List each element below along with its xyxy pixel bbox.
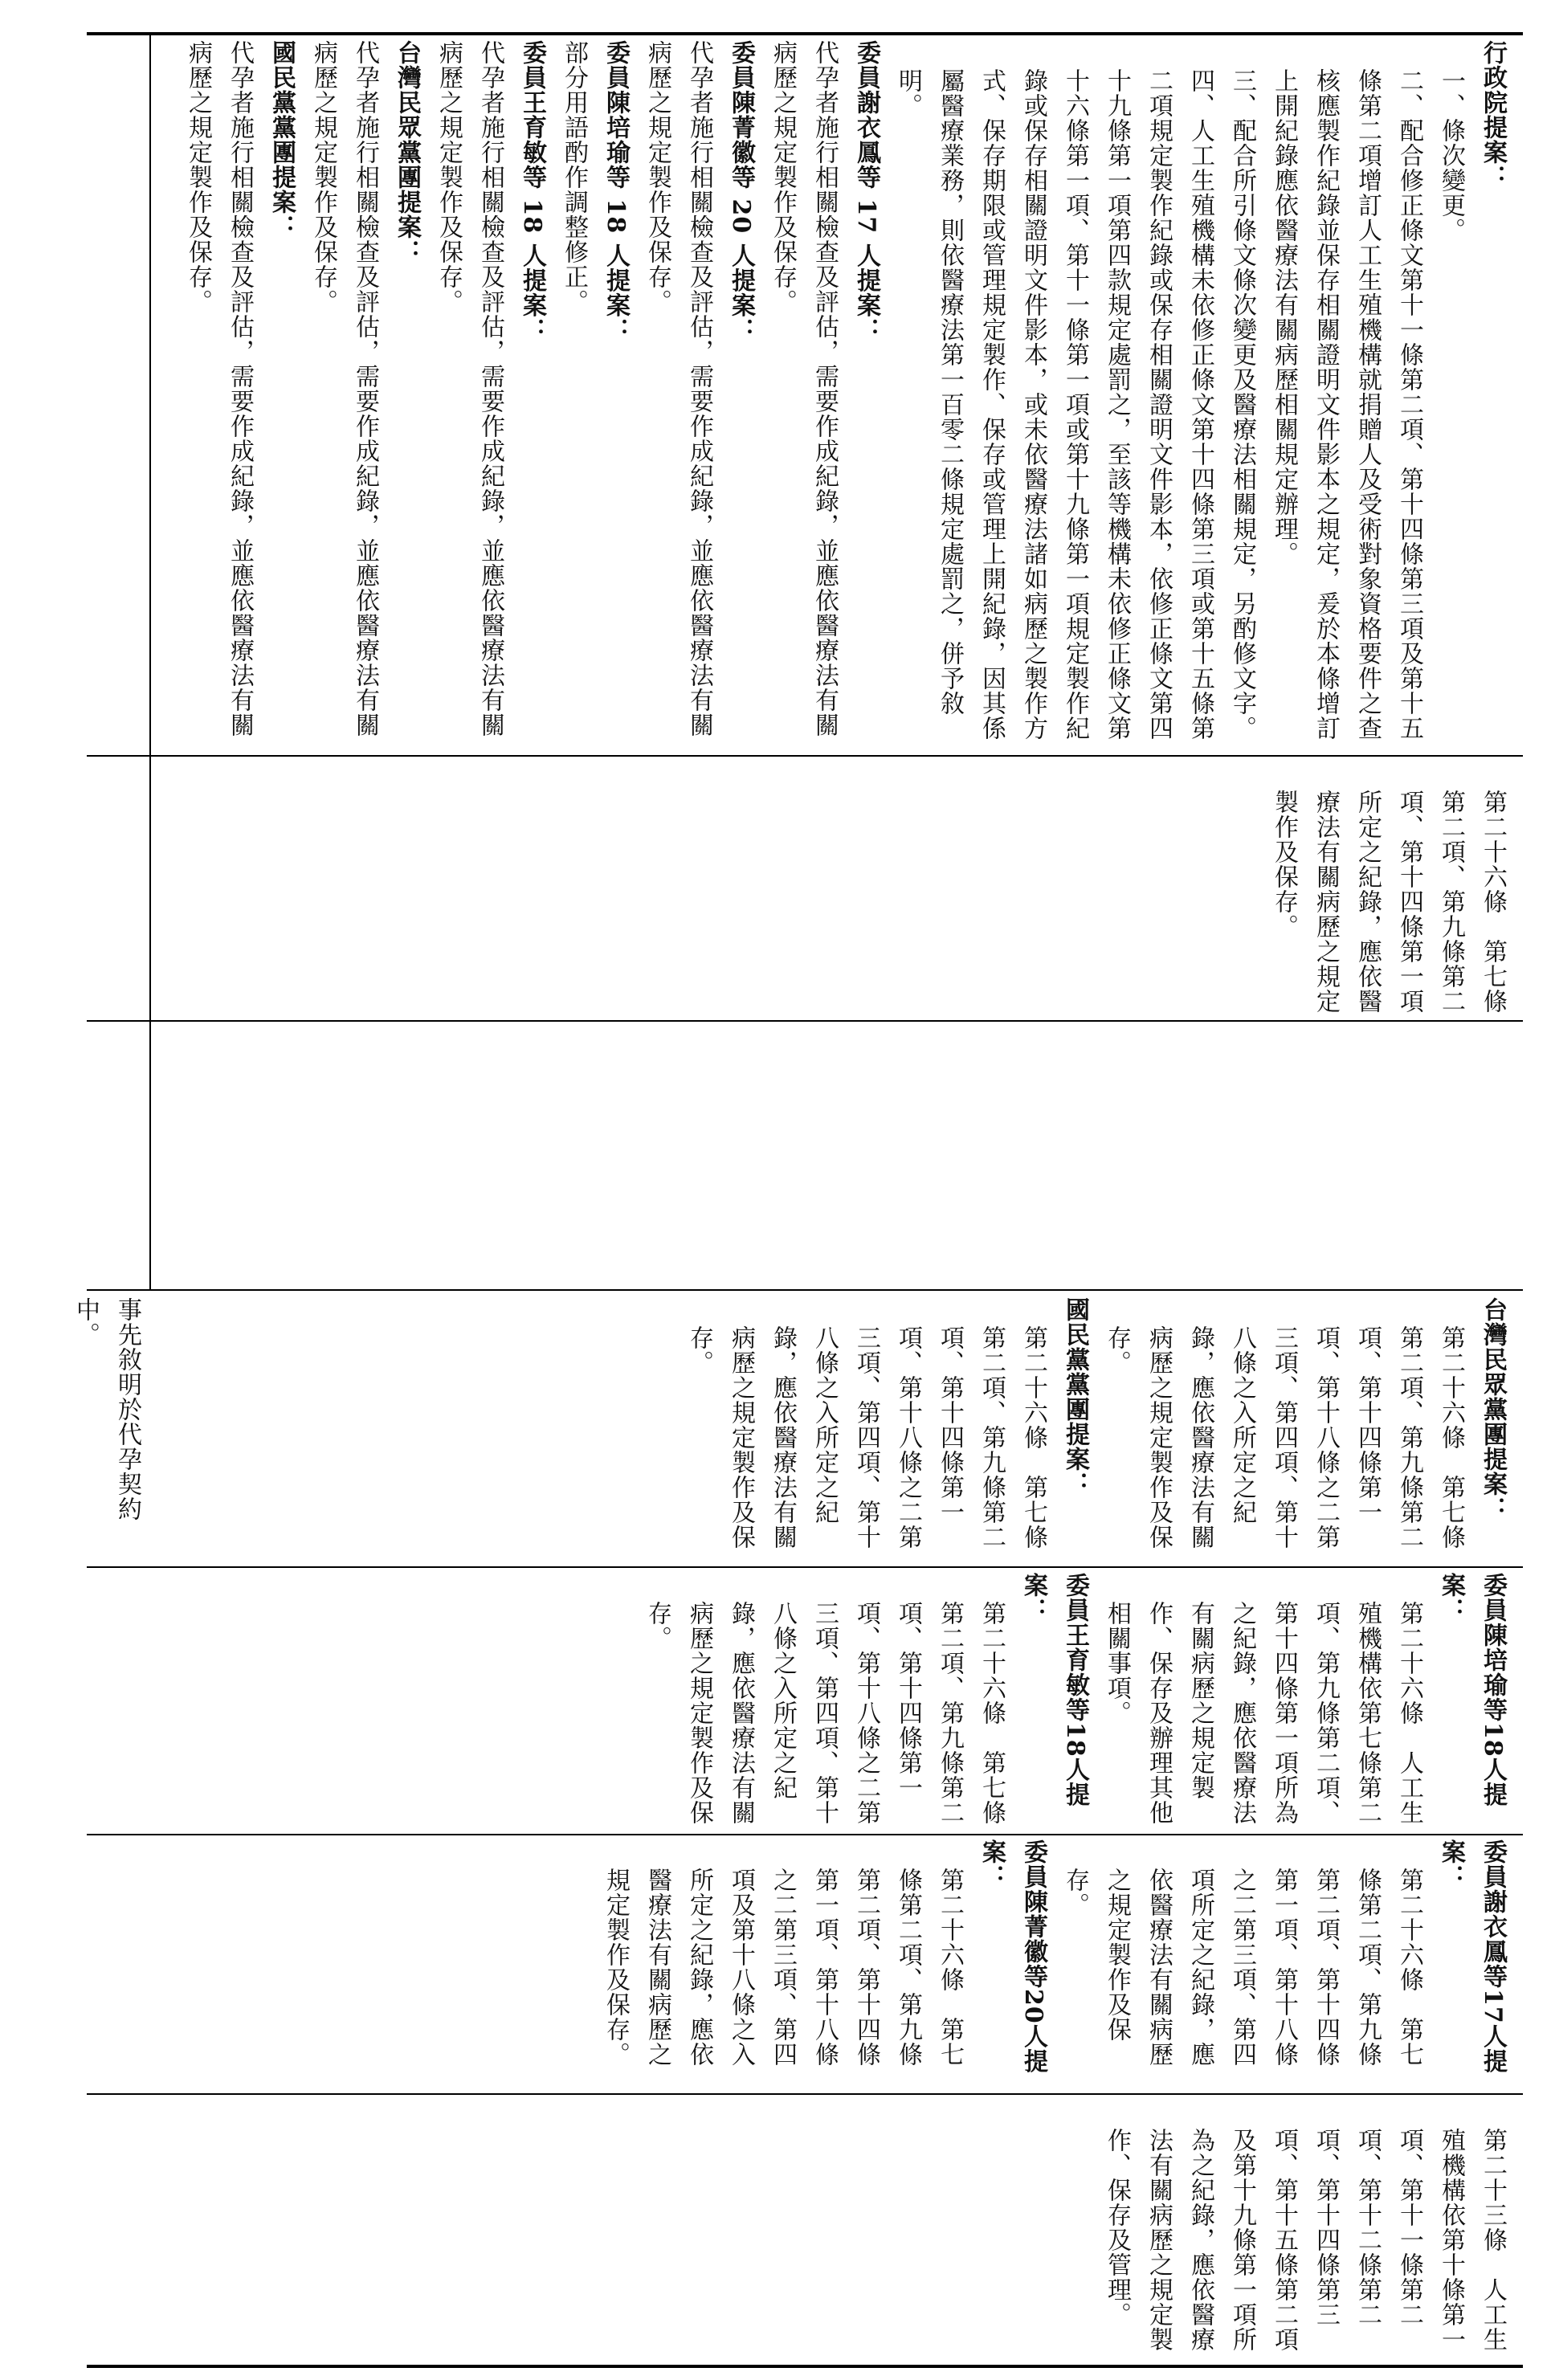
paragraph: 代孕者施行相關檢查及評估，需要作成紀錄，並應依醫療法有關病歷之規定製作及保存。 (769, 40, 839, 737)
paragraph: 第二十六條 第七條第二項、第九條第二項、第十四條第一項、第十八條之二第三項、第四項、第十八條之入所定之紀錄，應依醫療法有關病歷之規定製作及保存。 (685, 1325, 1047, 1549)
paragraph: 二、配合修正條文第十一條第二項、第十四條第三項及第十五條第二項增訂人工生殖機構就捐贈人及受術對象資格要件之查核應製作紀錄並保存相關證明文件影本之規定，爰於本條增訂上開紀錄應依醫療法有關病歷相關規定辦理。 (1270, 67, 1423, 741)
proposal-heading: 台灣民眾黨團提案： (1479, 1297, 1507, 1521)
paragraph: 第二十六條 第七條第二項、第九條第二項、第十四條第一項所定之紀錄，應依醫療法有關病歷之規定製作及保存。 (1270, 789, 1507, 1014)
explanation-cell (156, 40, 1513, 751)
paragraph: 一、條次變更。 (1437, 67, 1465, 243)
proposal-heading: 委員陳菁徽等20人提案： (978, 1839, 1047, 2074)
committee-proposals-b-cell (156, 1573, 1513, 1831)
col-divider-5 (87, 1020, 1523, 1022)
committee-proposals-a-cell (156, 1839, 1513, 2090)
col-divider-6 (87, 755, 1523, 757)
proposal-heading: 國民黨黨團提案： (267, 40, 296, 239)
col-divider-1 (87, 2093, 1523, 2095)
paragraph: 代孕者施行相關檢查及評估，需要作成紀錄，並應依醫療法有關病歷之規定製作及保存。 (643, 40, 713, 737)
proposal-heading: 委員王育敏等18人提案： (1019, 1573, 1089, 1807)
table-border-bottom (87, 2365, 1523, 2368)
proposal-heading: 委員謝衣鳳等17人提案： (1437, 1839, 1507, 2074)
paragraph: 四、人工生殖機構未依修正條文第十四條第三項或第十五條第二項規定製作紀錄或保存相關證明文件影本，依修正條文第四十九條第一項第四款規定處罰之，至該等機構未依修正條文第十六條第一項、第十一條第一項或第十九條第一項規定製作紀錄或保存相關證明文件影本，或未依醫療法諸如病歷之製作方式、保存期限或管理規定製作、保存或管理上開紀錄，因其係屬醫療業務，則依醫療法第一百零二條規定處罰之，併予敘明。 (894, 67, 1214, 741)
proposal-heading: 行政院提案： (1479, 40, 1507, 190)
table-border-top (87, 32, 1523, 35)
paragraph: 代孕者施行相關檢查及評估，需要作成紀錄，並應依醫療法有關病歷之規定製作及保存。 (184, 40, 254, 737)
party-proposals-cell (156, 1297, 1513, 1562)
proposal-heading: 委員謝衣鳳等 17 人提案： (852, 40, 880, 343)
current-law-cell (156, 2100, 1513, 2361)
proposal-heading: 國民黨黨團提案： (1061, 1297, 1089, 1496)
paragraph: 第二十六條 第七條第二項、第九條第二項、第十四條第一項、第十八條之二第三項、第四項及第十八條之入所定之紀錄，應依醫療法有關病歷之規定製作及保存。 (602, 1867, 964, 2067)
paragraph: 代孕者施行相關檢查及評估，需要作成紀錄，並應依醫療法有關病歷之規定製作及保存。 (309, 40, 379, 737)
paragraph: 代孕者施行相關檢查及評估，需要作成紀錄，並應依醫療法有關病歷之規定製作及保存。 (435, 40, 504, 737)
col-divider-3 (87, 1566, 1523, 1568)
prev-row-note (71, 1297, 148, 1562)
paragraph: 第二十三條 人工生殖機構依第十條第一項、第十一條第二項、第十二條第二項、第十四條第三項、第十五條第二項及第十九條第一項所為之紀錄，應依醫療法有關病歷之規定製作、保存及管理。 (1103, 2127, 1507, 2352)
paragraph: 第二十六條 第七條第二項、第九條第二項、第十四條第一項、第十八條之二第三項、第四項、第十八條之入所定之紀錄，應依醫療法有關病歷之規定製作及保存。 (1103, 1325, 1465, 1549)
row-divider (149, 32, 151, 1289)
proposal-heading: 委員陳培瑜等18人提案： (1437, 1573, 1507, 1807)
proposal-heading: 委員王育敏等 18 人提案： (518, 40, 546, 343)
proposal-heading: 台灣民眾黨團提案： (393, 40, 421, 264)
col-divider-4 (87, 1289, 1523, 1291)
prev-row-note-text: 事先敘明於代孕契約中。 (71, 1297, 141, 1521)
paragraph: 三、配合所引條文條次變更及醫療法相關規定，另酌修文字。 (1228, 67, 1256, 741)
paragraph: 第二十六條 人工生殖機構依第七條第二項、第九條第二項、第十四條第一項所為之紀錄，應依醫療法有關病歷之規定製作、保存及辦理其他相關事項。 (1103, 1600, 1423, 1825)
paragraph: 第二十六條 第七條第二項、第九條第二項、第十四條第一項、第十八條之二第三項、第四項、第十八條之入所定之紀錄，應依醫療法有關病歷之規定製作及保存。 (643, 1600, 1006, 1825)
col-divider-2 (87, 1834, 1523, 1835)
review-cell (156, 1027, 1513, 1285)
paragraph: 部分用語酌作調整修正。 (560, 40, 588, 314)
paragraph: 第二十六條 第七條第二項、第九條第二項、第十四條第一項、第十八條之二第三項、第四項所定之紀錄，應依醫療法有關病歷之規定製作及保存。 (1061, 1867, 1423, 2067)
proposal-heading: 委員陳菁徽等 20 人提案： (727, 40, 755, 343)
proposal-heading: 委員陳培瑜等 18 人提案： (602, 40, 630, 343)
proposed-article-cell (156, 761, 1513, 1017)
